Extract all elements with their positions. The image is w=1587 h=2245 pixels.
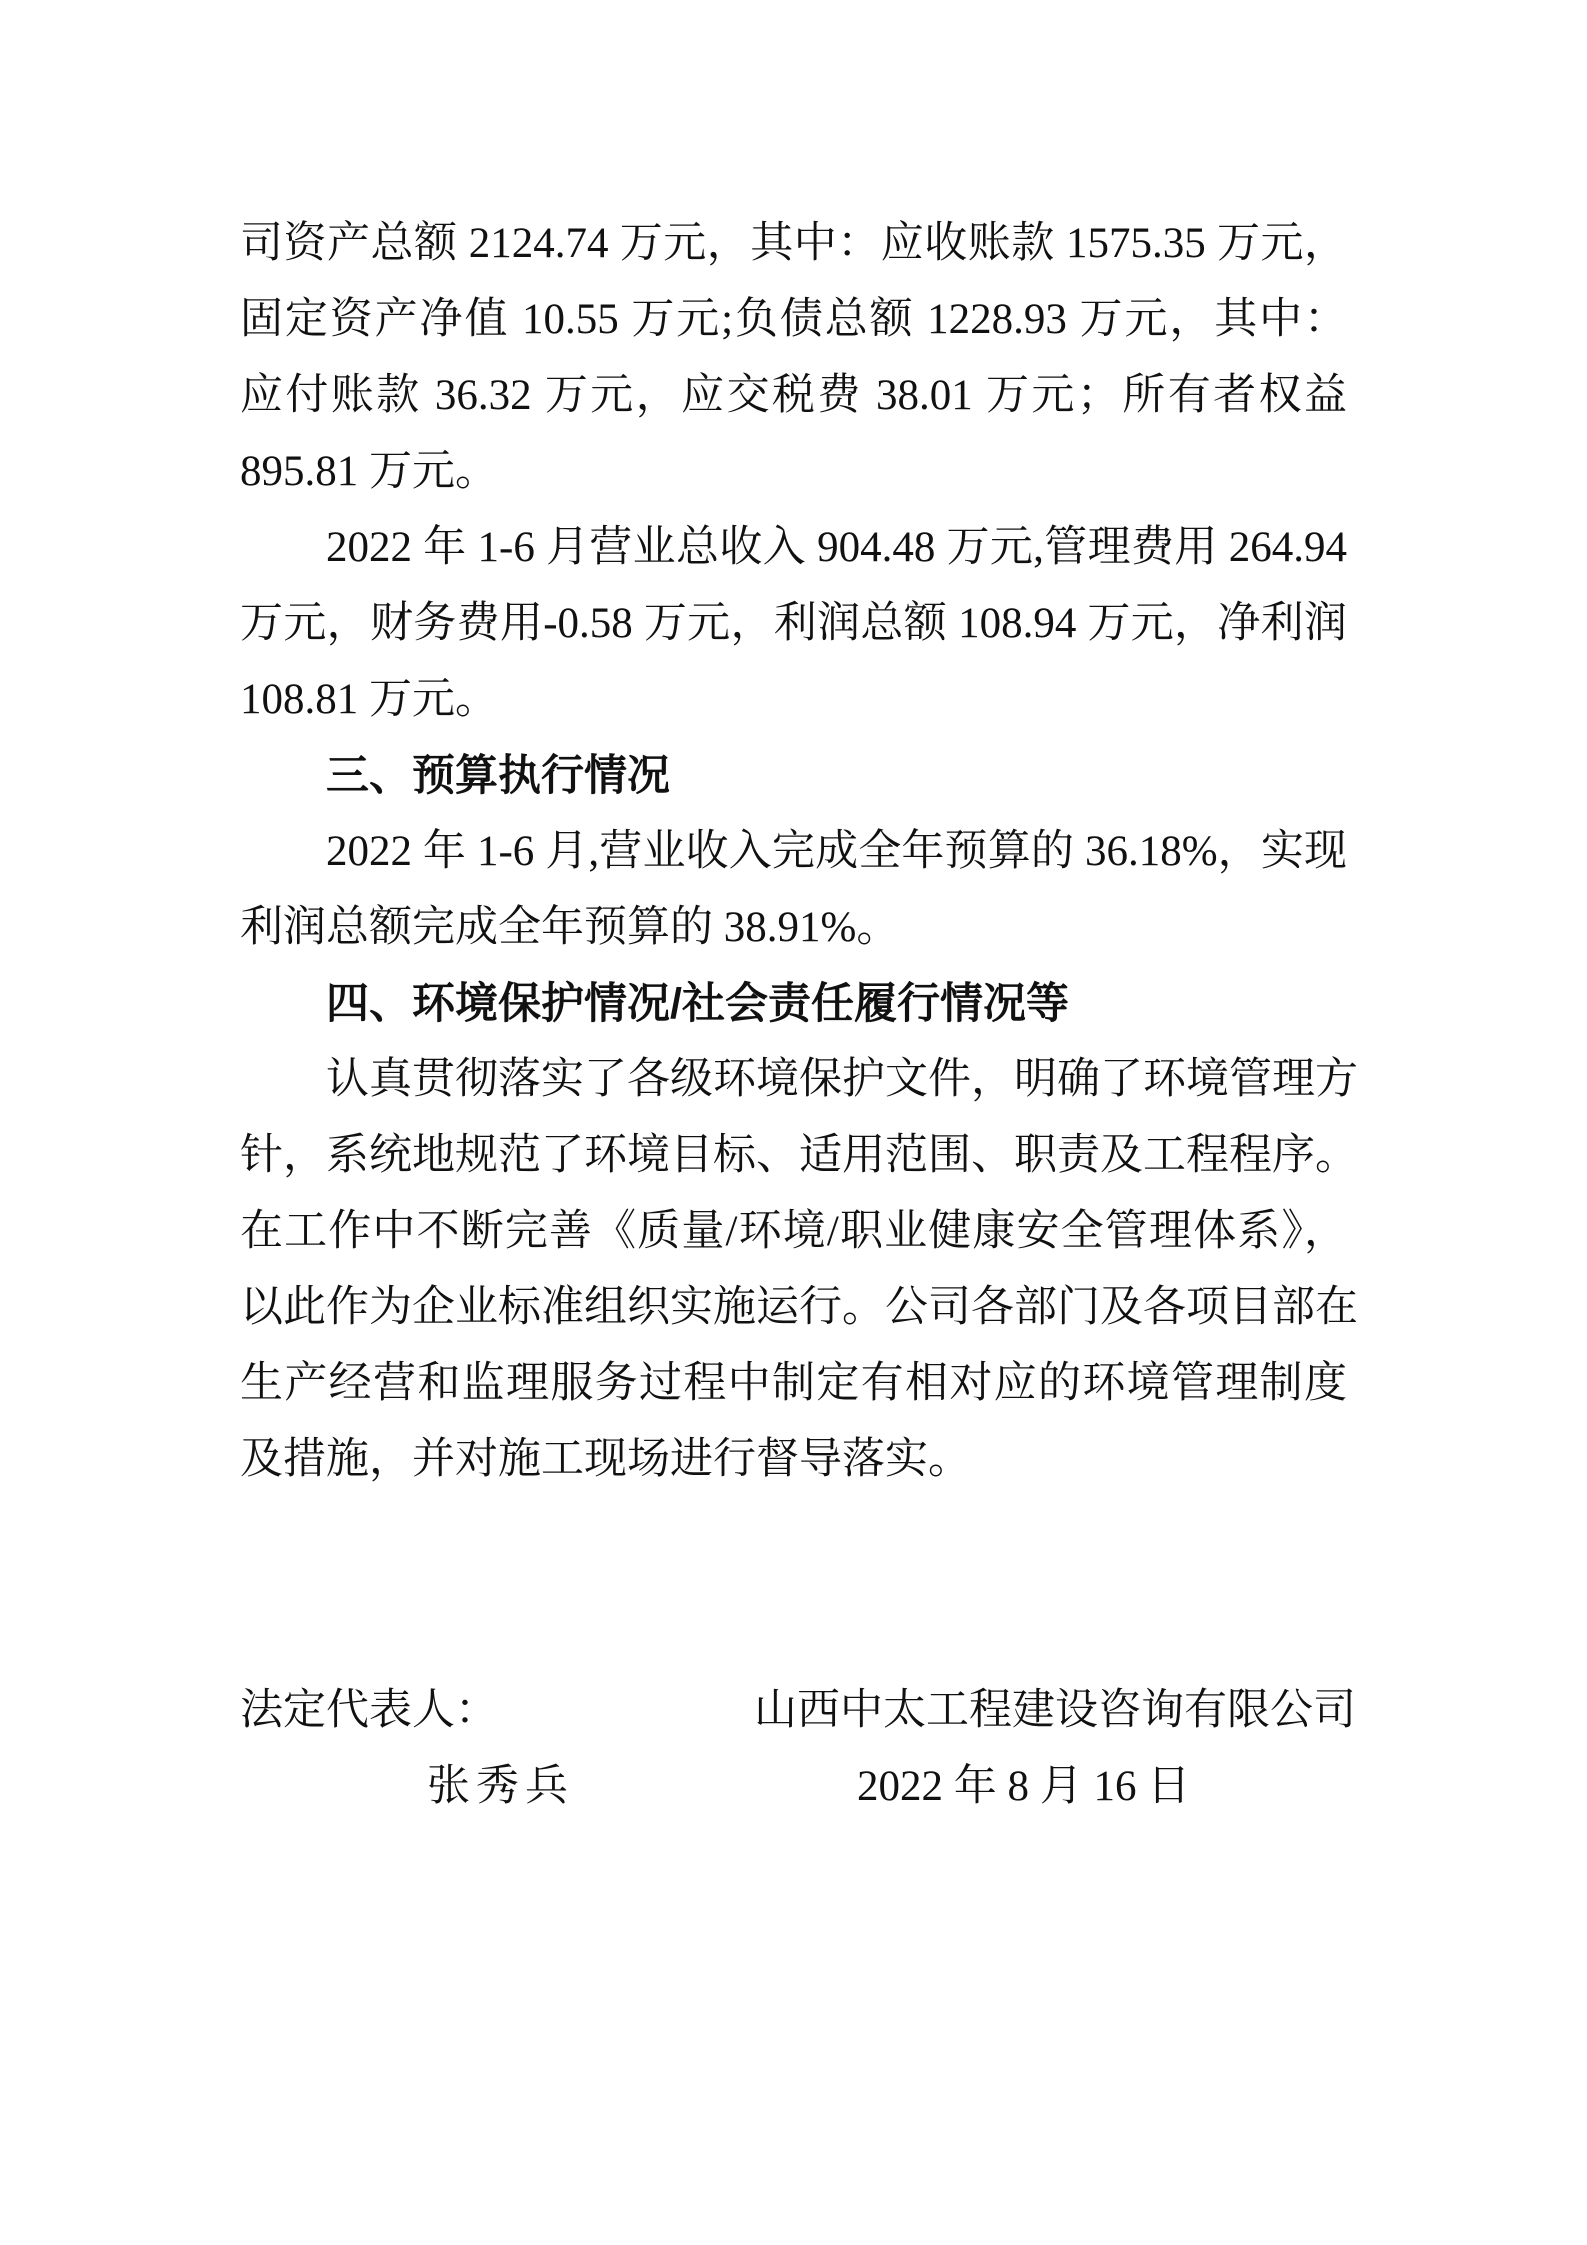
text-line: 2022 年 1-6 月,营业收入完成全年预算的 36.18%，实现: [326, 828, 1347, 875]
signature-block: [240, 1673, 1356, 1825]
text-line: 针，系统地规范了环境目标、适用范围、职责及工程程序。: [240, 1132, 1358, 1179]
text-line: 及措施，并对施工现场进行督导落实。: [240, 1436, 971, 1483]
text-line: 生产经营和监理服务过程中制定有相对应的环境管理制度: [240, 1360, 1347, 1407]
company-name: 山西中太工程建设咨询有限公司: [754, 1687, 1356, 1734]
text-line: 司资产总额 2124.74 万元，其中：应收账款 1575.35 万元，: [240, 220, 1347, 267]
text-line: 认真贯彻落实了各级环境保护文件，明确了环境管理方: [326, 1056, 1358, 1103]
section-heading-environment: 四、环境保护情况/社会责任履行情况等: [326, 980, 1069, 1028]
text-line: 万元，财务费用-0.58 万元，利润总额 108.94 万元，净利润: [240, 600, 1347, 647]
signature-row: [240, 1749, 1347, 1825]
paragraph-environment: [240, 1042, 1358, 1498]
text-line: 应付账款 36.32 万元，应交税费 38.01 万元；所有者权益: [240, 372, 1347, 419]
text-line: 以此作为企业标准组织实施运行。公司各部门及各项目部在: [240, 1284, 1358, 1331]
document-date: 2022 年 8 月 16 日: [857, 1763, 1191, 1810]
text-line: 固定资产净值 10.55 万元;负债总额 1228.93 万元，其中：: [240, 296, 1347, 343]
section-heading-budget: 三、预算执行情况: [326, 752, 670, 800]
legal-representative-name: 张秀兵: [427, 1763, 574, 1810]
paragraph-income: [240, 510, 1347, 738]
text-line: 2022 年 1-6 月营业总收入 904.48 万元,管理费用 264.94: [326, 524, 1347, 571]
signature-row: [240, 1673, 1356, 1749]
legal-representative-label: 法定代表人：: [240, 1687, 498, 1734]
text-line: 108.81 万元。: [240, 676, 498, 723]
text-line: 利润总额完成全年预算的 38.91%。: [240, 904, 900, 951]
paragraph-budget: [240, 814, 1347, 966]
text-line: 在工作中不断完善《质量/环境/职业健康安全管理体系》，: [240, 1208, 1347, 1255]
paragraph-financials: [240, 206, 1347, 510]
text-line: 895.81 万元。: [240, 448, 498, 495]
